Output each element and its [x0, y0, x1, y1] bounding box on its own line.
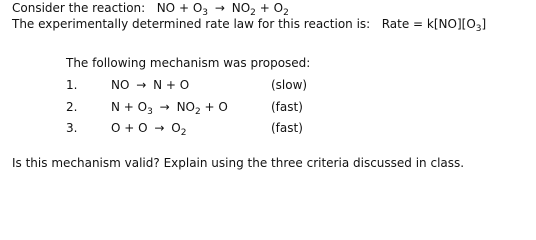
reactant-no: NO	[156, 1, 176, 15]
step-equation: $O + O \to O_2$	[111, 121, 187, 138]
rate-law-expression: Rate = $k[NO][O_3]$	[381, 17, 487, 34]
reaction-arrow-icon: →	[159, 100, 170, 114]
mechanism-title: The following mechanism was proposed:	[66, 56, 311, 70]
reactant-o3: $O_3$	[192, 1, 209, 18]
step-equation: $N + O_3 \to NO_2 + O$	[111, 100, 228, 117]
step-rate-label: (slow)	[271, 78, 308, 92]
rate-law-text: The experimentally determined rate law for this reaction is:	[12, 17, 371, 31]
step-number: 3.	[66, 121, 78, 135]
step-rate-label: (fast)	[271, 121, 303, 135]
reaction-arrow-icon: →	[136, 78, 147, 92]
step-rate-label: (fast)	[271, 100, 303, 114]
product-o2: $O_2$	[273, 1, 289, 18]
step-equation: NO → N + O	[111, 78, 190, 92]
question-text: Is this mechanism valid? Explain using the three criteria discussed in class.	[12, 156, 465, 170]
plus-sign: +	[178, 1, 189, 15]
rate-law-statement	[12, 18, 486, 32]
reaction-statement	[12, 2, 289, 16]
reaction-arrow-icon: →	[214, 1, 225, 15]
plus-sign: +	[259, 1, 270, 15]
reaction-arrow-icon: →	[154, 121, 165, 135]
step-number: 2.	[66, 100, 78, 114]
reaction-intro-text: Consider the reaction:	[12, 1, 146, 15]
product-no2: $NO_2$	[231, 1, 256, 18]
step-number: 1.	[66, 78, 78, 92]
